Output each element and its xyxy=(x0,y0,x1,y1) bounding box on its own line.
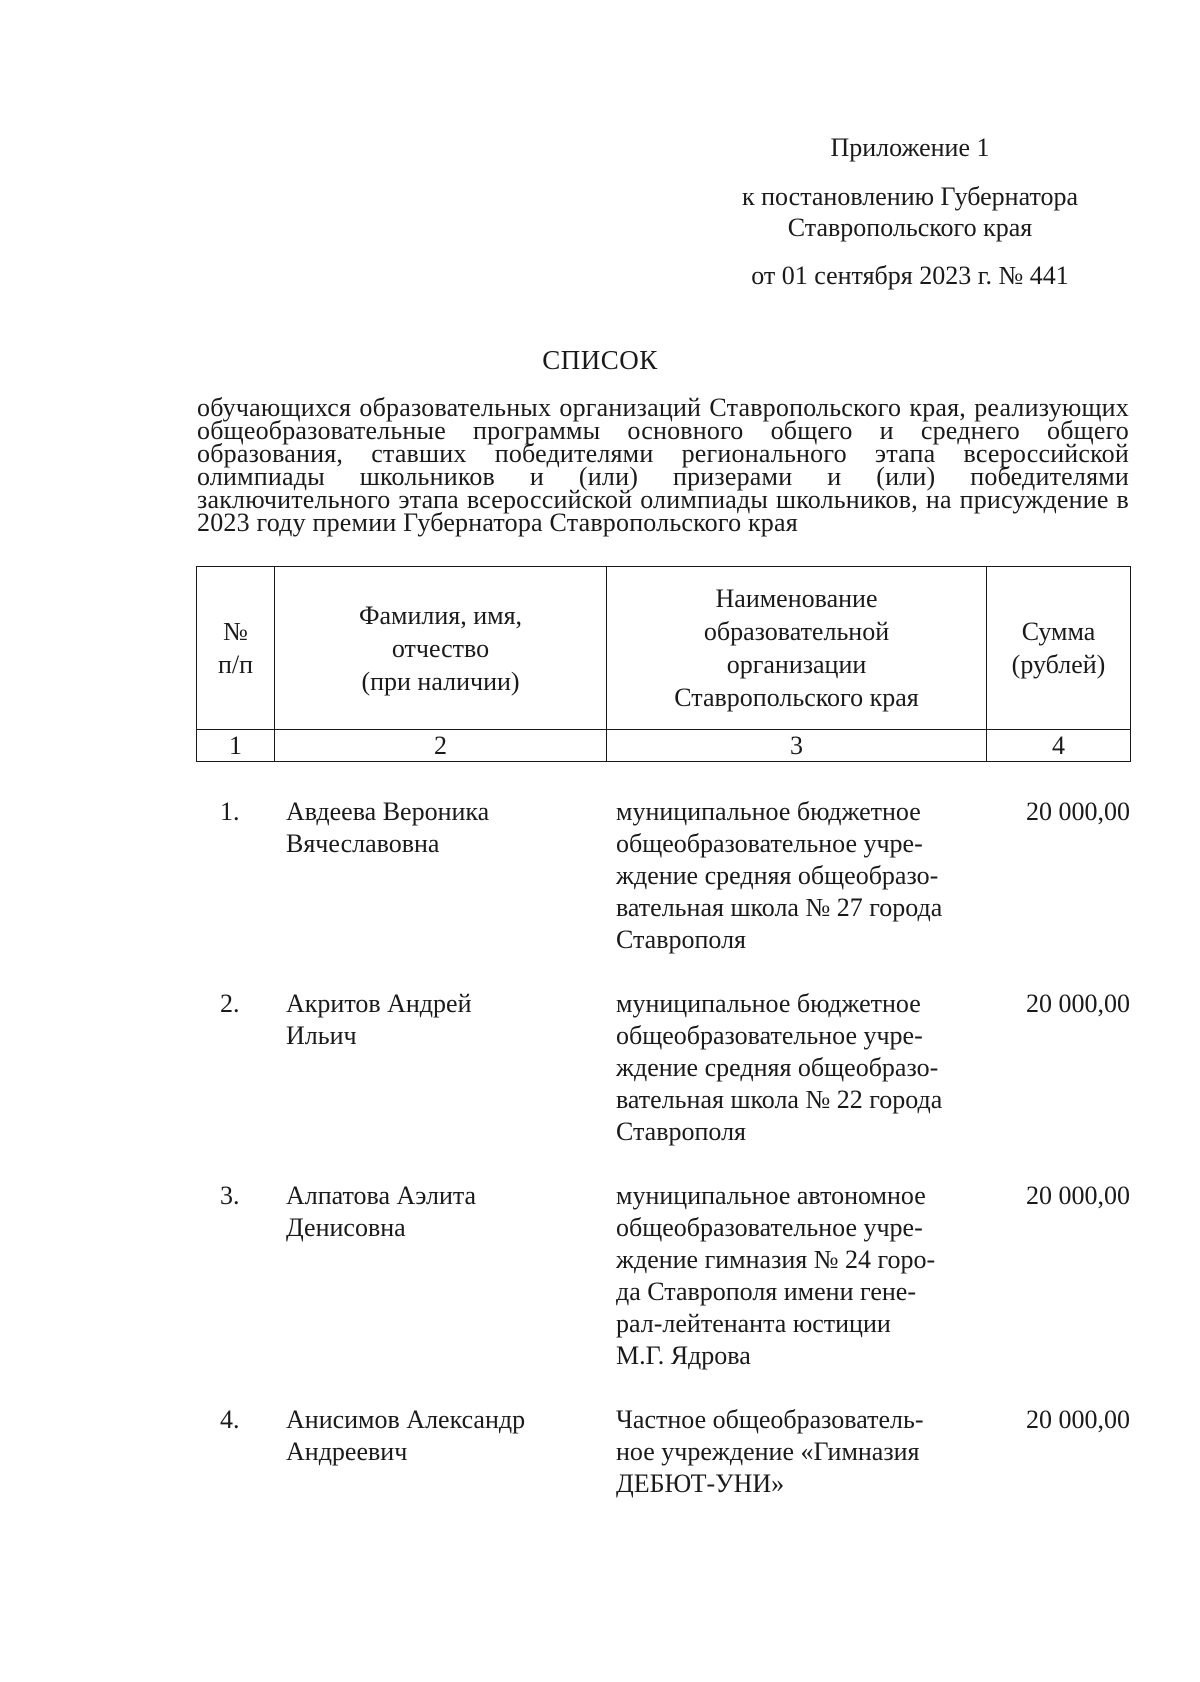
item-number: 1. xyxy=(220,797,240,826)
item-number: 2. xyxy=(220,989,240,1018)
name-line: Ильич xyxy=(286,1021,357,1050)
header-line: п/п xyxy=(217,650,254,679)
prize-amount: 20 000,00 xyxy=(1026,989,1130,1018)
org-line: вательная школа № 27 города xyxy=(616,893,943,922)
organization-name xyxy=(616,988,974,1148)
column-number: 2 xyxy=(275,730,607,762)
list-table-header xyxy=(196,566,1131,762)
student-name xyxy=(286,796,566,860)
org-line: рал-лейтенанта юстиции xyxy=(616,1309,891,1338)
header-line: № xyxy=(223,617,248,646)
org-line: Ставрополя xyxy=(616,1117,746,1146)
column-headers-row xyxy=(197,567,1131,730)
org-line: Частное общеобразователь- xyxy=(616,1405,924,1434)
prize-amount: 20 000,00 xyxy=(1026,1181,1130,1210)
org-line: М.Г. Ядрова xyxy=(616,1341,751,1370)
name-line: Акритов Андрей xyxy=(286,989,472,1018)
prize-amount: 20 000,00 xyxy=(1026,1405,1130,1434)
org-line: общеобразовательное учре- xyxy=(616,829,923,858)
header-line: образовательной xyxy=(703,617,890,646)
organization-name xyxy=(616,1404,974,1500)
org-line: Ставрополя xyxy=(616,925,746,954)
name-line: Андреевич xyxy=(286,1437,408,1466)
org-line: ждение гимназия № 24 горо- xyxy=(616,1245,936,1274)
column-header-organization xyxy=(607,567,987,730)
column-number: 4 xyxy=(987,730,1131,762)
organization-name xyxy=(616,1180,974,1372)
org-line: да Ставрополя имени гене- xyxy=(616,1277,916,1306)
org-line: муниципальное бюджетное xyxy=(616,989,921,1018)
org-line: ДЕБЮТ-УНИ» xyxy=(616,1469,785,1498)
column-header-amount xyxy=(987,567,1131,730)
decree-date-number: от 01 сентября 2023 г. № 441 xyxy=(751,261,1069,290)
item-number: 4. xyxy=(220,1405,240,1434)
organization-name xyxy=(616,796,974,956)
prize-amount: 20 000,00 xyxy=(1026,797,1130,826)
header-line: отчество xyxy=(391,633,490,663)
column-numbers-row xyxy=(197,730,1131,762)
org-line: общеобразовательное учре- xyxy=(616,1213,923,1242)
header-line: Сумма xyxy=(1021,617,1096,646)
column-header-number xyxy=(197,567,275,730)
name-line: Авдеева Вероника xyxy=(286,797,490,826)
column-number: 1 xyxy=(197,730,275,762)
header-line: Ставропольского края xyxy=(674,683,919,712)
document-subtitle: обучающихся образовательных организаций Ставропольского края, реализующих общеобразовательные программы основного общего и среднего общего образования, ставших победителями регионального этапа всероссийской олимпиады школьников и (или) призерами и (или) победителями заключительного этапа всероссийской олимпиады школьников, на присуждение в 2023 году премии Губернатора Ставропольского края xyxy=(197,393,1129,537)
appendix-decree-reference xyxy=(700,181,1120,243)
student-name xyxy=(286,1404,566,1468)
appendix-title: Приложение 1 xyxy=(830,133,990,162)
document-title: СПИСОК xyxy=(542,345,658,375)
name-line: Алпатова Аэлита xyxy=(286,1181,477,1210)
student-name xyxy=(286,1180,566,1244)
org-line: ное учреждение «Гимназия xyxy=(616,1437,920,1466)
org-line: ждение средняя общеобразо- xyxy=(616,861,939,890)
name-line: Денисовна xyxy=(286,1213,406,1242)
org-line: общеобразовательное учре- xyxy=(616,1021,923,1050)
header-line: организации xyxy=(726,650,867,679)
header-line: Фамилия, имя, xyxy=(358,600,523,630)
name-line: Анисимов Александр xyxy=(286,1405,526,1434)
item-number: 3. xyxy=(220,1181,240,1210)
header-line: (рублей) xyxy=(1011,650,1106,679)
org-line: ждение средняя общеобразо- xyxy=(616,1053,939,1082)
header-line: (при наличии) xyxy=(361,666,520,696)
org-line: вательная школа № 22 города xyxy=(616,1085,943,1114)
name-line: Вячеславовна xyxy=(286,829,440,858)
header-line: Наименование xyxy=(715,584,878,613)
column-number: 3 xyxy=(607,730,987,762)
org-line: муниципальное бюджетное xyxy=(616,797,921,826)
org-line: муниципальное автономное xyxy=(616,1181,926,1210)
decree-reference-line: Ставропольского края xyxy=(787,213,1033,242)
column-header-name xyxy=(275,567,607,730)
decree-reference-line: к постановлению Губернатора xyxy=(741,182,1079,211)
student-name xyxy=(286,988,566,1052)
